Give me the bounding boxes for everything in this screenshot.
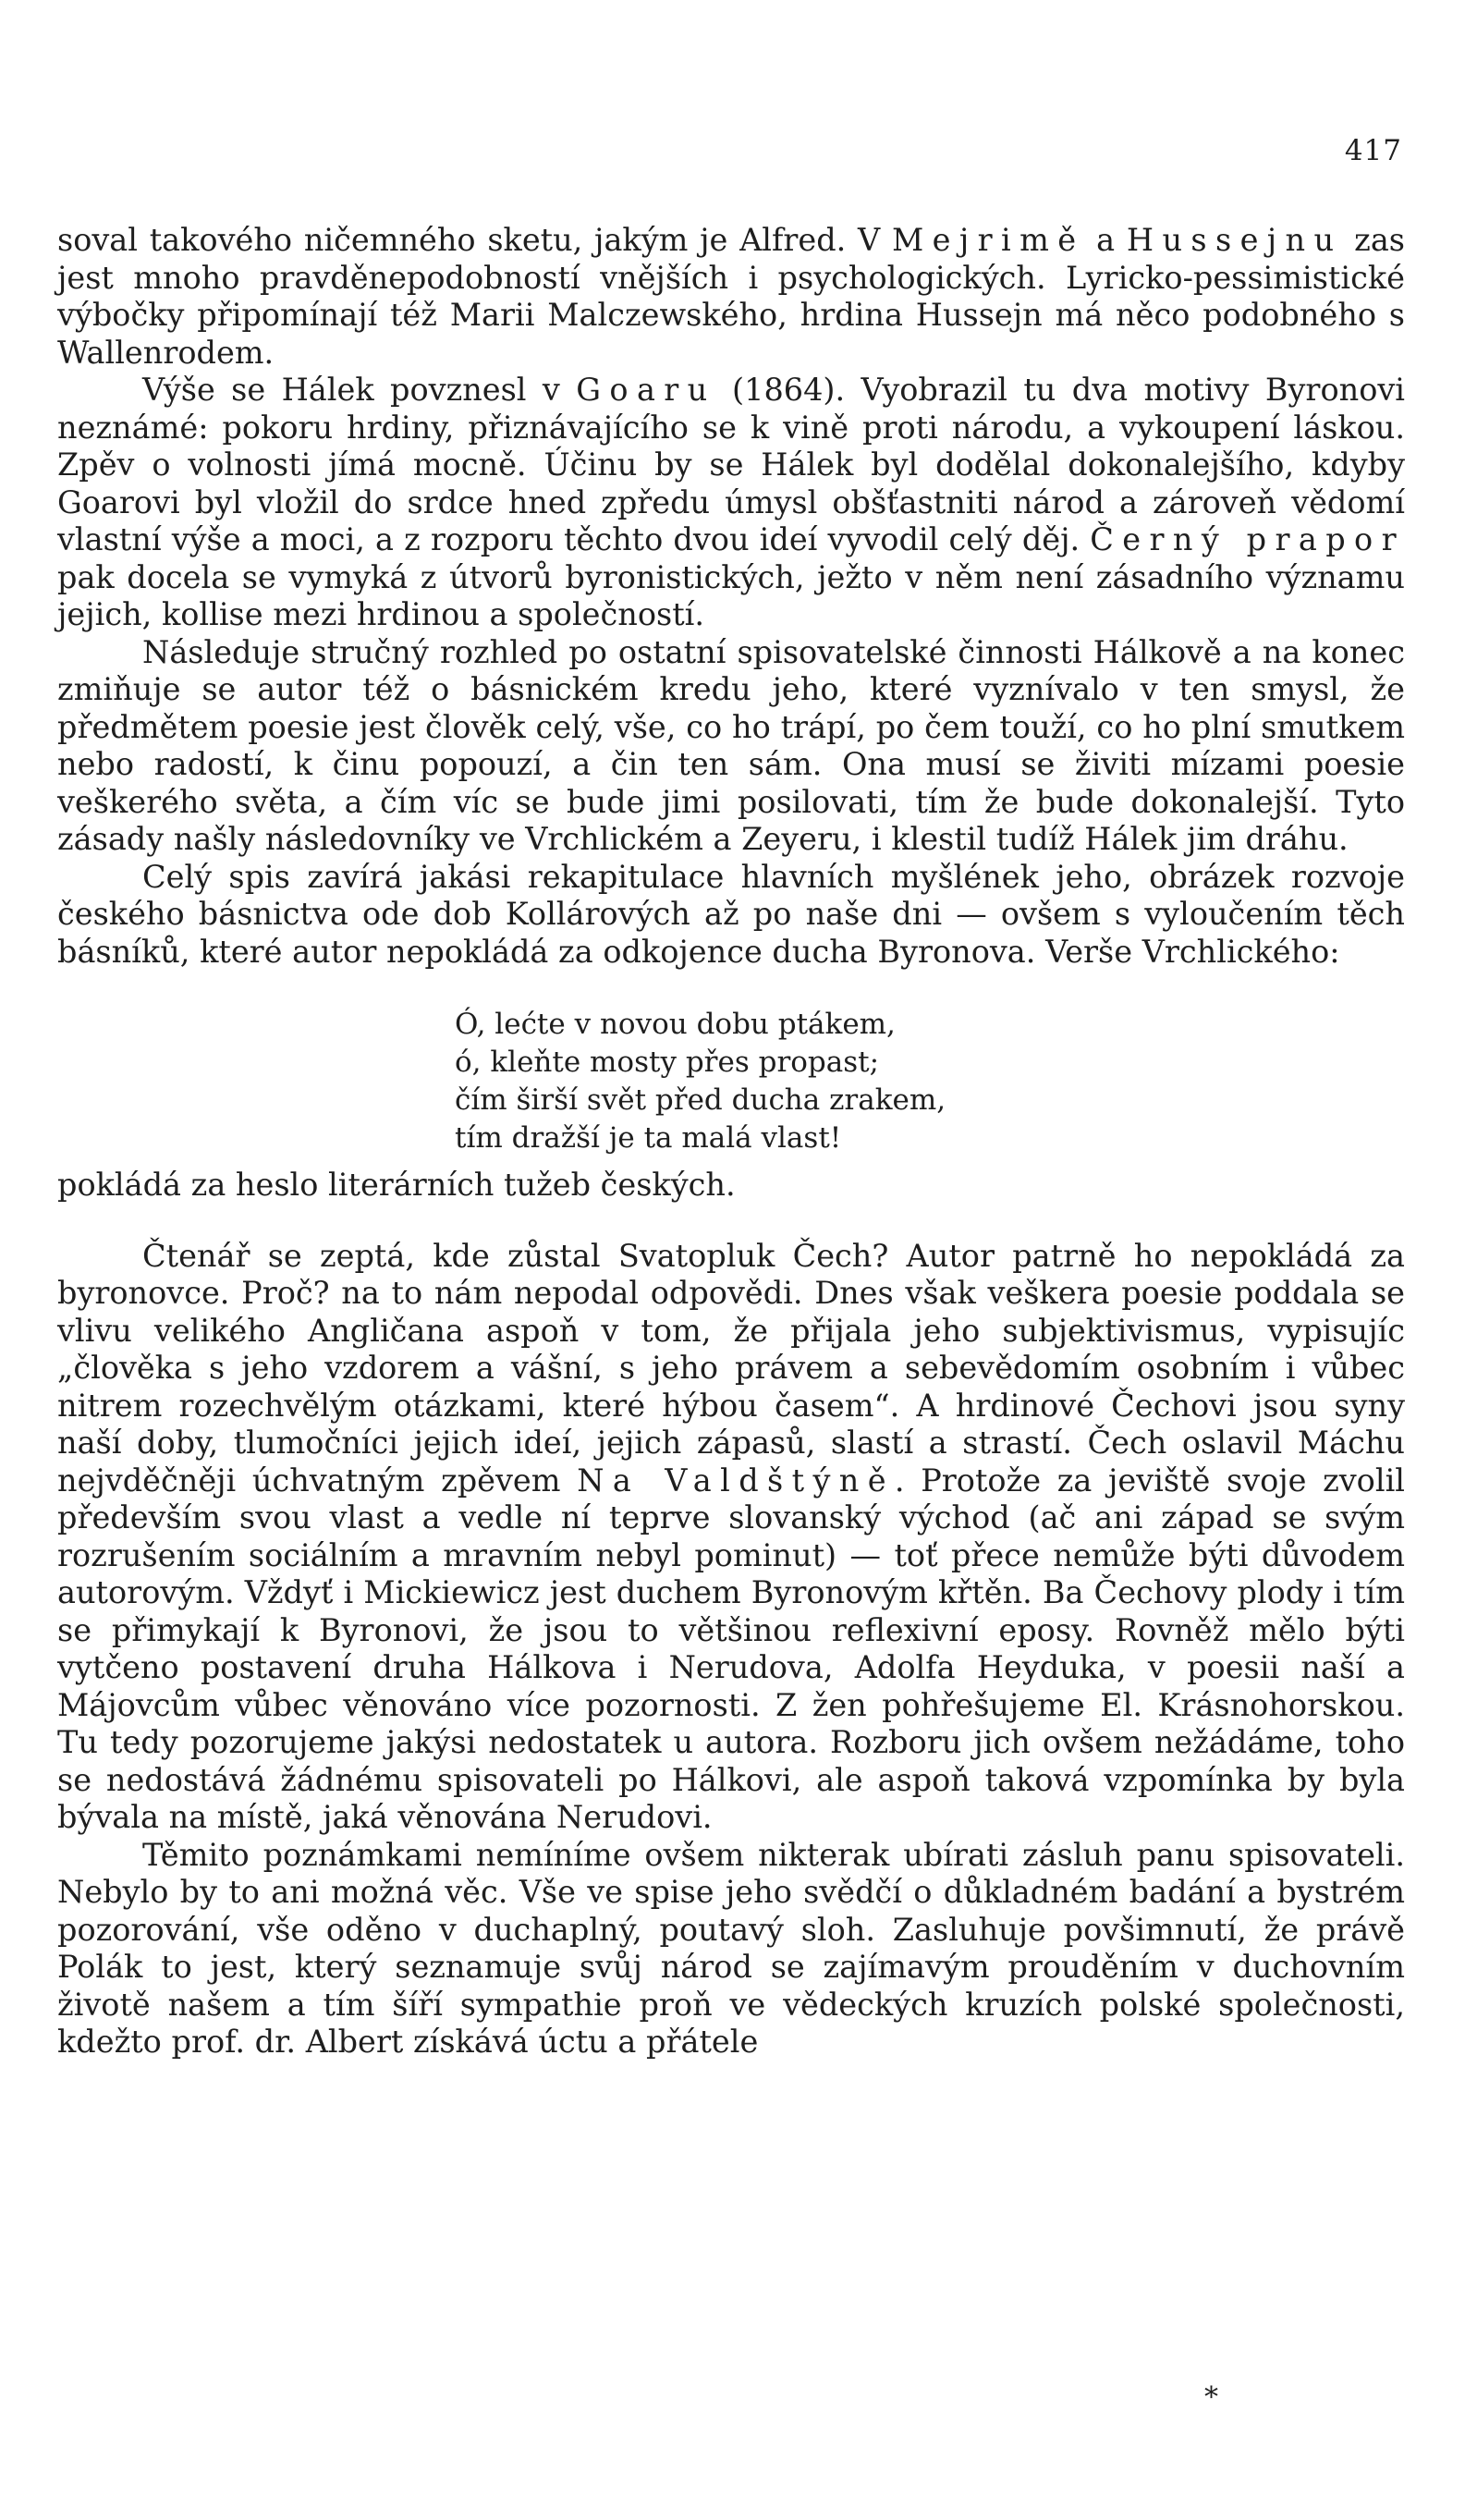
text-run: a bbox=[1084, 222, 1127, 258]
poem-line: ó, kleňte mosty přes propast; bbox=[455, 1046, 880, 1079]
text-run: Těmito poznámkami nemíníme ovšem nikterak ubírati zásluh panu spisovateli. Nebylo by to ani možná věc. Vše ve spise jeho svědčí o důkladném badání a bystrém pozorování, vše oděno v duchaplný, poutavý sloh. Zasluhuje povšimnutí, že právě Polák to jest, který seznamuje svůj národ se zajímavým prouděním v duchovním životě našem a tím šíří sympathie proň ve vědeckých kruzích polské společnosti, kdežto prof. dr. Albert získává úctu a přátele bbox=[57, 1836, 1405, 2060]
text-run: Celý spis zavírá jakási rekapitulace hlavních myšlének jeho, obrázek rozvoje českého básnictva ode dob Kollárových až po naše dni — ovšem s vyloučením těch básníků, které autor nepokládá za odkojence ducha Byronova. Verše Vrchlického: bbox=[57, 858, 1405, 970]
poem-line: čím širší svět před ducha zrakem, bbox=[455, 1083, 946, 1117]
body-text bbox=[57, 222, 1405, 2061]
text-run: soval takového ničemného sketu, jakým je Alfred. V bbox=[57, 222, 892, 258]
paragraph bbox=[57, 1238, 1405, 1837]
paragraph bbox=[57, 634, 1405, 859]
text-run: Výše se Hálek povznesl v bbox=[142, 372, 577, 408]
spaced-title: Na Valdštýně bbox=[577, 1462, 895, 1499]
poem-line: tím dražší je ta malá vlast! bbox=[455, 1121, 842, 1155]
text-run: . Protože za jeviště svoje zvolil především svou vlast a vedle ní teprve slovanský východ (ač ani západ se svým rozrušením sociálním a mravním nebyl pominut) — toť přece nemůže býti důvodem autorovým. Vždyť i Mickiewicz jest duchem Byronovým křtěn. Ba Čechovy plody i tím se přimykají k Byronovi, že jsou to většinou reflexivní eposy. Rovněž mělo býti vytčeno postavení druha Hálkova i Nerudova, Adolfa Heyduka, v poesii naší a Májovcům vůbec věnováno více pozornosti. Z žen pohřešujeme El. Krásnohorskou. Tu tedy pozorujeme jakýsi nedostatek u autora. Rozboru jich ovšem nežádáme, toho se nedostává žádnému spisovateli po Hálkovi, ale aspoň taková vzpomínka by byla bývala na místě, jaká věnována Nerudovi. bbox=[57, 1462, 1405, 1835]
text-run: (1864). Vyobrazil tu dva motivy Byronovi neznámé: pokoru hrdiny, přiznávajícího se k vině proti národu, a vykoupení láskou. Zpěv o volnosti jímá mocně. Účinu by se Hálek byl dodělal dokonalejšího, kdyby Goarovi byl vložil do srdce hned zpředu úmysl obšťastniti národ a zároveň vědomí vlastní výše a moci, a z rozporu těchto dvou ideí vyvodil celý děj. bbox=[57, 372, 1405, 557]
paragraph bbox=[57, 1167, 1405, 1205]
paragraph bbox=[57, 1837, 1405, 2061]
paragraph bbox=[57, 859, 1405, 972]
text-run: Čtenář se zeptá, kde zůstal Svatopluk Čech? Autor patrně ho nepokládá za byronovce. Proč? na to nám nepodal odpovědi. Dnes však veškera poesie poddala se vlivu velikého Angličana aspoň v tom, že přijala jeho subjektivismus, vypisujíc „člověka s jeho vzdorem a vášní, s jeho právem a sebevědomím osobním i vůbec nitrem rozechvělým otázkami, které hýbou časem“. A hrdinové Čechovi jsou syny naší doby, tlumočníci jejich ideí, jejich zápasů, slastí a strastí. Čech oslavil Máchu nejvděčněji úchvatným zpěvem bbox=[57, 1237, 1405, 1499]
spaced-title: Goaru bbox=[576, 372, 716, 408]
text-run: zas jest mnoho pravděnepodobností vnějších i psychologických. Lyricko-pessimistické výbočky připomínají též Marii Malczewského, hrdina Hussejn má něco podobného s Wallenrodem. bbox=[57, 222, 1405, 371]
paragraph bbox=[57, 372, 1405, 634]
text-run: Následuje stručný rozhled po ostatní spisovatelské činnosti Hálkově a na konec zmiňuje se autor též o básnickém kredu jeho, které vyznívalo v ten smysl, že předmětem poesie jest člověk celý, vše, co ho trápí, po čem touží, co ho plní smutkem nebo radostí, k činu popouzí, a čin ten sám. Ona musí se živiti mízami poesie veškerého světa, a čím víc se bude jimi posilovati, tím že bude dokonalejší. Tyto zásady našly následovníky ve Vrchlickém a Zeyeru, i klestil tudíž Hálek jim dráhu. bbox=[57, 633, 1405, 857]
spaced-title: Hussejnu bbox=[1126, 222, 1343, 258]
paragraph bbox=[57, 222, 1405, 372]
footer-asterisk: * bbox=[1204, 2381, 1218, 2414]
page-number: 417 bbox=[1344, 134, 1402, 167]
text-run: pak docela se vymyká z útvorů byronistických, ježto v něm není zásadního významu jejich, kollise mezi hrdinou a společností. bbox=[57, 558, 1405, 632]
text-run: pokládá za heslo literárních tužeb českých. bbox=[57, 1167, 736, 1203]
poem-line: Ó, lećte v novou dobu ptákem, bbox=[455, 1008, 896, 1041]
spaced-title: Černý prapor bbox=[1090, 521, 1405, 557]
spaced-title: Mejrimě bbox=[891, 222, 1085, 258]
poem-quote bbox=[455, 1006, 1405, 1157]
